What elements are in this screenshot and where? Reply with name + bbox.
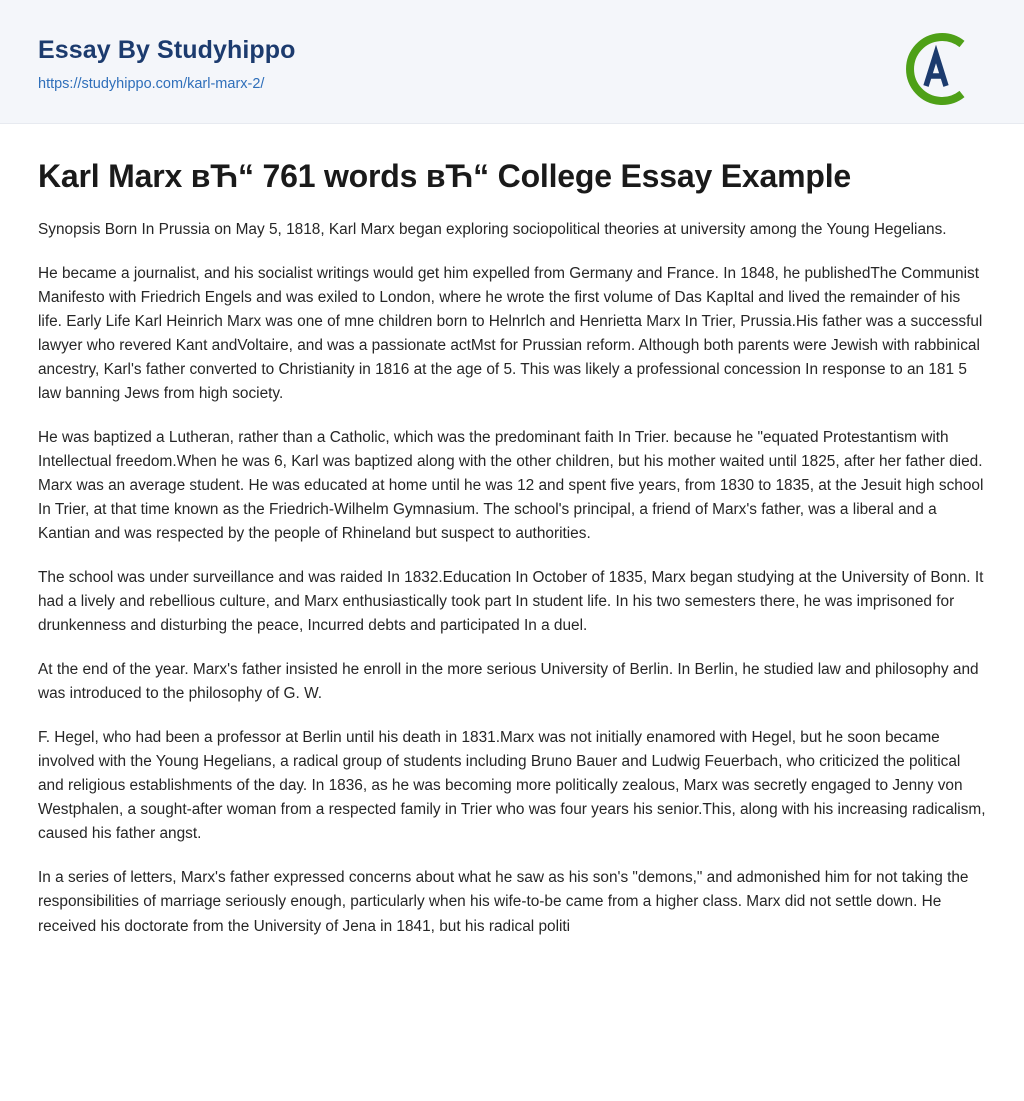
paragraph: F. Hegel, who had been a professor at Berlin until his death in 1831.Marx was not initially enamored with Hegel, but he soon became involved with the Young Hegelians, a radical group of students including Bruno Bauer and Ludwig Feuerbach, who criticized the political and religious establishments of the day. In 1836, as he was becoming more politically zealous, Marx was secretly engaged to Jenny von Westphalen, a sought-after woman from a respected family in Trier who was four years his senior.This, along with his increasing radicalism, caused his father angst.: [38, 729, 986, 843]
source-url-link[interactable]: https://studyhippo.com/karl-marx-2/: [38, 76, 265, 92]
paragraph: The school was under surveillance and was raided In 1832.Education In October of 1835, Marx began studying at the University of Bonn. It had a lively and rebellious culture, and Marx enthusiastically took part In student life. In his two semesters there, he was imprisoned for drunkenness and disturbing the peace, Incurred debts and participated In a duel.: [38, 569, 984, 635]
letter-a-circle-logo-icon: [896, 30, 974, 108]
paragraph: He was baptized a Lutheran, rather than a Catholic, which was the predominant faith In Trier. because he "equated Protestantism with Intellectual freedom.When he was 6, Karl was baptized along with the other children, but his mother waited until 1825, after her father died. Marx was an average student. He was educated at home until he was 12 and spent five years, from 1830 to 1835, at the Jesuit high school In Trier, at that time known as the Friedrich-Wilhelm Gymnasium. The school's principal, a friend of Marx's father, was a liberal and a Kantian and was respected by the people of Rhineland but suspect to authorities.: [38, 428, 984, 543]
site-header: [0, 0, 1024, 124]
paragraph: At the end of the year. Marx's father insisted he enroll in the more serious University of Berlin. In Berlin, he studied law and philosophy and was introduced to the philosophy of G. W.: [38, 661, 979, 703]
paragraph: Synopsis Born In Prussia on May 5, 1818, Karl Marx began exploring sociopolitical theories at university among the Young Hegelians.: [38, 220, 947, 238]
site-title: Essay By Studyhippo: [38, 36, 296, 64]
paragraph: In a series of letters, Marx's father expressed concerns about what he saw as his son's "demons," and admonished him for not taking the responsibilities of marriage seriously enough, particularly when his wife-to-be came from a higher class. Marx did not settle down. He received his doctorate from the University of Jena in 1841, but his radical politi: [38, 869, 969, 935]
paragraph: He became a journalist, and his socialist writings would get him expelled from Germany and France. In 1848, he publishedThe Communist Manifesto with Friedrich Engels and was exiled to London, where he wrote the first volume of Das KapItal and lived the remainder of his life. Early Life Karl Heinrich Marx was one of mne children born to Helnrlch and Henrietta Marx In Trier, Prussia.His father was a successful lawyer who revered Kant andVoltaire, and was a passionate actMst for Prussian reform. Although both parents were Jewish with rabbinical ancestry, Karl's father converted to Christianity in 1816 at the age of 5. This was likely a professional concession In response to an 181 5 law banning Jews from high society.: [38, 264, 983, 402]
document-content: [0, 124, 1024, 979]
page-title: Karl Marx вЋ“ 761 words вЋ“ College Essay Example: [38, 158, 851, 194]
brand-block: [38, 28, 296, 92]
